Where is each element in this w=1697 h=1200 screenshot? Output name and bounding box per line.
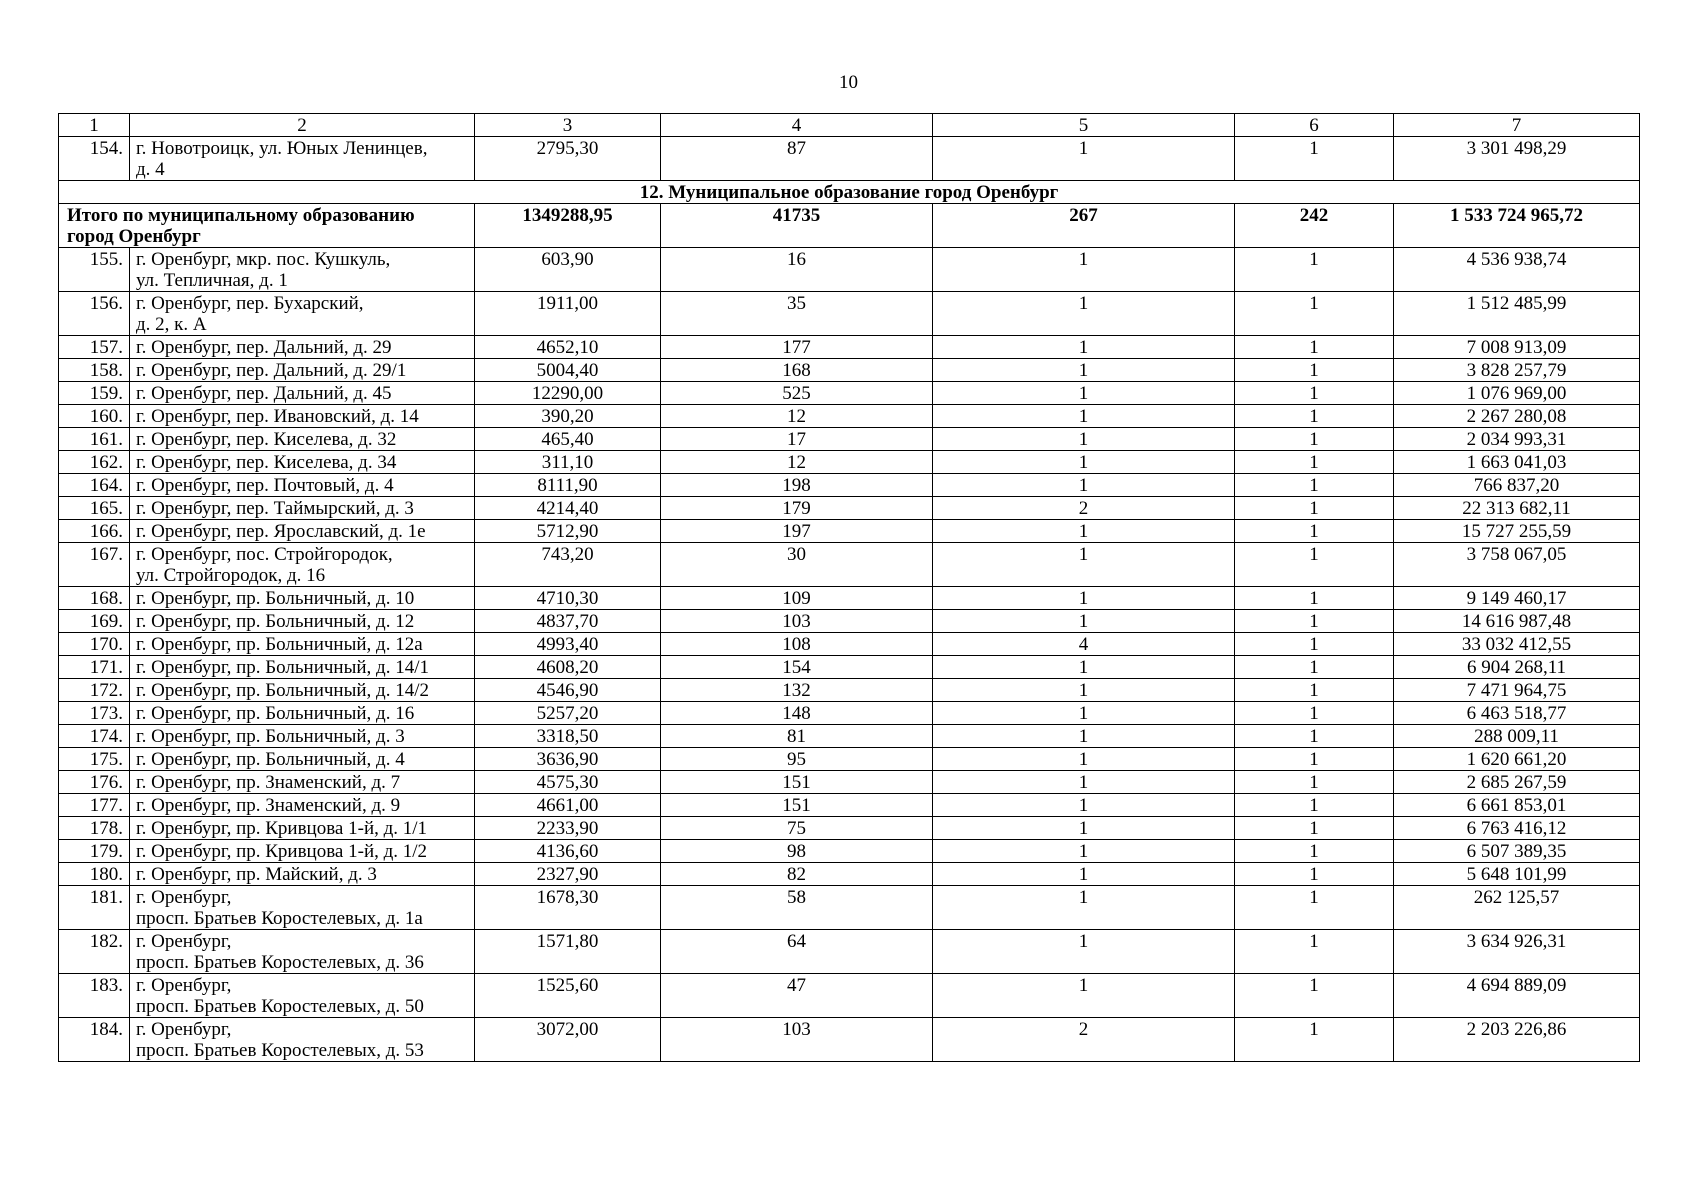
address-line: г. Оренбург,	[136, 1019, 232, 1040]
value-cell: 1	[1235, 679, 1394, 702]
value-cell: 1	[933, 292, 1235, 336]
area-cell: 4136,60	[475, 840, 661, 863]
address-cell	[130, 817, 475, 840]
cost-cell: 9 149 460,17	[1394, 587, 1640, 610]
count-cell: 151	[661, 771, 933, 794]
cost-cell: 1 663 041,03	[1394, 451, 1640, 474]
row-number: 157.	[59, 336, 130, 359]
address-line: г. Новотроицк, ул. Юных Ленинцев,	[136, 138, 428, 159]
table-row	[59, 725, 1640, 748]
value-cell: 1	[933, 656, 1235, 679]
area-cell: 311,10	[475, 451, 661, 474]
address-cell	[130, 1018, 475, 1062]
value-cell: 1	[933, 840, 1235, 863]
row-number: 155.	[59, 248, 130, 292]
address-line: г. Оренбург, пер. Бухарский,	[136, 293, 364, 314]
count-cell: 148	[661, 702, 933, 725]
address-line: д. 4	[136, 159, 165, 180]
address-line: г. Оренбург,	[136, 887, 232, 908]
cost-cell: 1 512 485,99	[1394, 292, 1640, 336]
total-area: 1349288,95	[475, 204, 661, 248]
total-cost: 1 533 724 965,72	[1394, 204, 1640, 248]
value-cell: 1	[1235, 336, 1394, 359]
area-cell: 2327,90	[475, 863, 661, 886]
address-cell	[130, 725, 475, 748]
cost-cell: 6 661 853,01	[1394, 794, 1640, 817]
cost-cell: 4 694 889,09	[1394, 974, 1640, 1018]
total-value: 242	[1235, 204, 1394, 248]
address-cell	[130, 405, 475, 428]
address-cell	[130, 359, 475, 382]
section-row	[59, 181, 1640, 204]
row-number: 177.	[59, 794, 130, 817]
table-row	[59, 1018, 1640, 1062]
address-cell	[130, 679, 475, 702]
count-cell: 64	[661, 930, 933, 974]
value-cell: 1	[933, 451, 1235, 474]
address-line: просп. Братьев Коростелевых, д. 50	[136, 996, 424, 1017]
address-line: г. Оренбург, пер. Киселева, д. 32	[136, 429, 397, 450]
table-row	[59, 656, 1640, 679]
count-cell: 75	[661, 817, 933, 840]
value-cell: 1	[1235, 497, 1394, 520]
value-cell: 1	[1235, 817, 1394, 840]
table-row	[59, 474, 1640, 497]
value-cell: 4	[933, 633, 1235, 656]
table-row	[59, 702, 1640, 725]
cost-cell: 22 313 682,11	[1394, 497, 1640, 520]
cost-cell: 33 032 412,55	[1394, 633, 1640, 656]
area-cell: 4575,30	[475, 771, 661, 794]
cost-cell: 1 620 661,20	[1394, 748, 1640, 771]
table-row	[59, 817, 1640, 840]
table-row	[59, 748, 1640, 771]
count-cell: 47	[661, 974, 933, 1018]
row-number: 159.	[59, 382, 130, 405]
address-line: г. Оренбург, пос. Стройгородок,	[136, 544, 393, 565]
table-row	[59, 520, 1640, 543]
cost-cell: 288 009,11	[1394, 725, 1640, 748]
value-cell: 1	[1235, 405, 1394, 428]
area-cell: 5257,20	[475, 702, 661, 725]
table-row	[59, 382, 1640, 405]
address-cell	[130, 451, 475, 474]
address-cell	[130, 840, 475, 863]
row-number: 161.	[59, 428, 130, 451]
area-cell: 1678,30	[475, 886, 661, 930]
total-label-line: город Оренбург	[67, 226, 201, 247]
count-cell: 103	[661, 1018, 933, 1062]
count-cell: 81	[661, 725, 933, 748]
count-cell: 151	[661, 794, 933, 817]
address-line: г. Оренбург, пр. Больничный, д. 16	[136, 703, 415, 724]
count-cell: 12	[661, 405, 933, 428]
area-cell: 12290,00	[475, 382, 661, 405]
value-cell: 1	[1235, 725, 1394, 748]
value-cell: 1	[933, 679, 1235, 702]
cost-cell: 2 267 280,08	[1394, 405, 1640, 428]
value-cell: 1	[1235, 748, 1394, 771]
address-cell	[130, 771, 475, 794]
value-cell: 2	[933, 1018, 1235, 1062]
value-cell: 1	[1235, 292, 1394, 336]
row-number: 169.	[59, 610, 130, 633]
cost-cell: 3 634 926,31	[1394, 930, 1640, 974]
table-row	[59, 405, 1640, 428]
row-number: 158.	[59, 359, 130, 382]
count-cell: 82	[661, 863, 933, 886]
value-cell: 1	[933, 748, 1235, 771]
cost-cell: 2 685 267,59	[1394, 771, 1640, 794]
address-cell	[130, 543, 475, 587]
column-header: 2	[130, 114, 475, 137]
address-cell	[130, 474, 475, 497]
area-cell: 5004,40	[475, 359, 661, 382]
area-cell: 3072,00	[475, 1018, 661, 1062]
row-number: 180.	[59, 863, 130, 886]
address-line: г. Оренбург,	[136, 931, 232, 952]
cost-cell: 2 203 226,86	[1394, 1018, 1640, 1062]
area-cell: 4710,30	[475, 587, 661, 610]
table-row	[59, 840, 1640, 863]
address-line: г. Оренбург, пер. Киселева, д. 34	[136, 452, 397, 473]
area-cell: 3318,50	[475, 725, 661, 748]
table-row	[59, 451, 1640, 474]
row-number: 173.	[59, 702, 130, 725]
address-line: г. Оренбург, пер. Дальний, д. 45	[136, 383, 392, 404]
value-cell: 1	[933, 543, 1235, 587]
count-cell: 17	[661, 428, 933, 451]
address-line: г. Оренбург, пер. Таймырский, д. 3	[136, 498, 414, 519]
address-cell	[130, 656, 475, 679]
count-cell: 16	[661, 248, 933, 292]
cost-cell: 6 507 389,35	[1394, 840, 1640, 863]
total-label-line: Итого по муниципальному образованию	[67, 205, 415, 226]
address-line: г. Оренбург, пр. Знаменский, д. 9	[136, 795, 401, 816]
cost-cell: 14 616 987,48	[1394, 610, 1640, 633]
count-cell: 132	[661, 679, 933, 702]
area-cell: 3636,90	[475, 748, 661, 771]
table-row	[59, 633, 1640, 656]
area-cell: 743,20	[475, 543, 661, 587]
cost-cell: 7 008 913,09	[1394, 336, 1640, 359]
table-row	[59, 248, 1640, 292]
page-number: 10	[839, 72, 858, 93]
value-cell: 1	[1235, 1018, 1394, 1062]
count-cell: 179	[661, 497, 933, 520]
address-cell	[130, 336, 475, 359]
count-cell: 35	[661, 292, 933, 336]
cost-cell: 1 076 969,00	[1394, 382, 1640, 405]
row-number: 174.	[59, 725, 130, 748]
address-cell	[130, 794, 475, 817]
row-number: 164.	[59, 474, 130, 497]
column-header: 7	[1394, 114, 1640, 137]
area-cell: 465,40	[475, 428, 661, 451]
value-cell: 1	[933, 587, 1235, 610]
area-cell: 1911,00	[475, 292, 661, 336]
count-cell: 98	[661, 840, 933, 863]
count-cell: 30	[661, 543, 933, 587]
total-count: 41735	[661, 204, 933, 248]
value-cell: 1	[933, 930, 1235, 974]
cost-cell: 3 828 257,79	[1394, 359, 1640, 382]
count-cell: 198	[661, 474, 933, 497]
value-cell: 1	[1235, 451, 1394, 474]
count-cell: 154	[661, 656, 933, 679]
address-line: ул. Стройгородок, д. 16	[136, 565, 326, 586]
address-line: г. Оренбург, мкр. пос. Кушкуль,	[136, 249, 391, 270]
row-number: 175.	[59, 748, 130, 771]
table-row	[59, 336, 1640, 359]
address-line: г. Оренбург, пр. Майский, д. 3	[136, 864, 377, 885]
value-cell: 1	[933, 610, 1235, 633]
value-cell: 1	[933, 771, 1235, 794]
housing-table	[58, 113, 1640, 1062]
total-value: 267	[933, 204, 1235, 248]
cost-cell: 5 648 101,99	[1394, 863, 1640, 886]
area-cell: 8111,90	[475, 474, 661, 497]
total-row	[59, 204, 1640, 248]
cost-cell: 262 125,57	[1394, 886, 1640, 930]
cost-cell: 3 758 067,05	[1394, 543, 1640, 587]
address-cell	[130, 248, 475, 292]
value-cell: 1	[1235, 930, 1394, 974]
count-cell: 525	[661, 382, 933, 405]
value-cell: 1	[933, 474, 1235, 497]
count-cell: 103	[661, 610, 933, 633]
value-cell: 1	[933, 725, 1235, 748]
address-line: г. Оренбург, пр. Больничный, д. 10	[136, 588, 415, 609]
table-row	[59, 292, 1640, 336]
count-cell: 197	[661, 520, 933, 543]
address-line: г. Оренбург, пер. Дальний, д. 29/1	[136, 360, 407, 381]
address-line: г. Оренбург, пер. Ярославский, д. 1е	[136, 521, 426, 542]
row-number: 176.	[59, 771, 130, 794]
value-cell: 1	[1235, 863, 1394, 886]
value-cell: 1	[1235, 974, 1394, 1018]
address-cell	[130, 863, 475, 886]
value-cell: 1	[933, 520, 1235, 543]
cost-cell: 6 763 416,12	[1394, 817, 1640, 840]
area-cell: 4652,10	[475, 336, 661, 359]
address-cell	[130, 886, 475, 930]
column-header: 1	[59, 114, 130, 137]
address-line: г. Оренбург, пр. Больничный, д. 12	[136, 611, 415, 632]
cost-cell: 2 034 993,31	[1394, 428, 1640, 451]
value-cell: 1	[1235, 428, 1394, 451]
row-number: 167.	[59, 543, 130, 587]
count-cell: 87	[661, 137, 933, 181]
value-cell: 1	[1235, 610, 1394, 633]
address-cell	[130, 633, 475, 656]
column-number-row	[59, 114, 1640, 137]
value-cell: 1	[1235, 794, 1394, 817]
address-cell	[130, 497, 475, 520]
row-number: 170.	[59, 633, 130, 656]
cost-cell: 766 837,20	[1394, 474, 1640, 497]
value-cell: 1	[933, 817, 1235, 840]
address-line: г. Оренбург, пр. Кривцова 1-й, д. 1/1	[136, 818, 428, 839]
count-cell: 109	[661, 587, 933, 610]
area-cell: 4546,90	[475, 679, 661, 702]
address-line: г. Оренбург, пр. Больничный, д. 12а	[136, 634, 423, 655]
count-cell: 12	[661, 451, 933, 474]
value-cell: 1	[1235, 382, 1394, 405]
cost-cell: 3 301 498,29	[1394, 137, 1640, 181]
table-row	[59, 679, 1640, 702]
table-row	[59, 543, 1640, 587]
table-row	[59, 863, 1640, 886]
cost-cell: 15 727 255,59	[1394, 520, 1640, 543]
value-cell: 1	[933, 405, 1235, 428]
area-cell: 2233,90	[475, 817, 661, 840]
value-cell: 1	[933, 359, 1235, 382]
value-cell: 1	[933, 382, 1235, 405]
cost-cell: 4 536 938,74	[1394, 248, 1640, 292]
area-cell: 390,20	[475, 405, 661, 428]
count-cell: 58	[661, 886, 933, 930]
address-line: просп. Братьев Коростелевых, д. 1а	[136, 908, 423, 929]
section-title: 12. Муниципальное образование город Оренбург	[59, 181, 1640, 204]
area-cell: 2795,30	[475, 137, 661, 181]
value-cell: 1	[1235, 702, 1394, 725]
count-cell: 177	[661, 336, 933, 359]
table-row	[59, 974, 1640, 1018]
cost-cell: 7 471 964,75	[1394, 679, 1640, 702]
row-number: 156.	[59, 292, 130, 336]
table-row	[59, 610, 1640, 633]
area-cell: 4214,40	[475, 497, 661, 520]
row-number: 162.	[59, 451, 130, 474]
address-cell	[130, 974, 475, 1018]
table-row	[59, 428, 1640, 451]
address-cell	[130, 292, 475, 336]
value-cell: 2	[933, 497, 1235, 520]
address-line: г. Оренбург,	[136, 975, 232, 996]
total-label	[59, 204, 475, 248]
address-cell	[130, 137, 475, 181]
row-number: 179.	[59, 840, 130, 863]
area-cell: 603,90	[475, 248, 661, 292]
address-line: г. Оренбург, пр. Кривцова 1-й, д. 1/2	[136, 841, 428, 862]
area-cell: 4608,20	[475, 656, 661, 679]
address-line: д. 2, к. А	[136, 314, 207, 335]
address-cell	[130, 382, 475, 405]
address-cell	[130, 930, 475, 974]
row-number: 154.	[59, 137, 130, 181]
row-number: 184.	[59, 1018, 130, 1062]
value-cell: 1	[1235, 359, 1394, 382]
value-cell: 1	[933, 794, 1235, 817]
address-line: г. Оренбург, пр. Больничный, д. 4	[136, 749, 405, 770]
count-cell: 168	[661, 359, 933, 382]
area-cell: 5712,90	[475, 520, 661, 543]
area-cell: 4993,40	[475, 633, 661, 656]
address-line: г. Оренбург, пр. Больничный, д. 14/2	[136, 680, 429, 701]
column-header: 6	[1235, 114, 1394, 137]
value-cell: 1	[1235, 137, 1394, 181]
table-row	[59, 359, 1640, 382]
table-row	[59, 886, 1640, 930]
table-row	[59, 794, 1640, 817]
address-line: просп. Братьев Коростелевых, д. 36	[136, 952, 424, 973]
count-cell: 95	[661, 748, 933, 771]
value-cell: 1	[1235, 656, 1394, 679]
area-cell: 1571,80	[475, 930, 661, 974]
address-line: ул. Тепличная, д. 1	[136, 270, 288, 291]
value-cell: 1	[933, 137, 1235, 181]
value-cell: 1	[1235, 840, 1394, 863]
column-header: 5	[933, 114, 1235, 137]
row-number: 172.	[59, 679, 130, 702]
value-cell: 1	[933, 886, 1235, 930]
row-number: 166.	[59, 520, 130, 543]
address-line: г. Оренбург, пер. Почтовый, д. 4	[136, 475, 394, 496]
row-number: 168.	[59, 587, 130, 610]
value-cell: 1	[1235, 543, 1394, 587]
address-line: г. Оренбург, пр. Знаменский, д. 7	[136, 772, 401, 793]
row-number: 183.	[59, 974, 130, 1018]
value-cell: 1	[933, 336, 1235, 359]
value-cell: 1	[933, 702, 1235, 725]
table-row	[59, 137, 1640, 181]
row-number: 165.	[59, 497, 130, 520]
address-line: просп. Братьев Коростелевых, д. 53	[136, 1040, 424, 1061]
column-header: 3	[475, 114, 661, 137]
address-cell	[130, 702, 475, 725]
column-header: 4	[661, 114, 933, 137]
table-row	[59, 930, 1640, 974]
row-number: 178.	[59, 817, 130, 840]
area-cell: 4837,70	[475, 610, 661, 633]
row-number: 181.	[59, 886, 130, 930]
address-cell	[130, 610, 475, 633]
address-cell	[130, 748, 475, 771]
address-cell	[130, 587, 475, 610]
value-cell: 1	[933, 428, 1235, 451]
row-number: 171.	[59, 656, 130, 679]
address-line: г. Оренбург, пр. Больничный, д. 3	[136, 726, 405, 747]
address-line: г. Оренбург, пр. Больничный, д. 14/1	[136, 657, 429, 678]
value-cell: 1	[933, 248, 1235, 292]
cost-cell: 6 904 268,11	[1394, 656, 1640, 679]
value-cell: 1	[1235, 587, 1394, 610]
address-cell	[130, 428, 475, 451]
table-row	[59, 497, 1640, 520]
cost-cell: 6 463 518,77	[1394, 702, 1640, 725]
address-cell	[130, 520, 475, 543]
value-cell: 1	[1235, 886, 1394, 930]
value-cell: 1	[1235, 474, 1394, 497]
value-cell: 1	[1235, 520, 1394, 543]
table-row	[59, 771, 1640, 794]
area-cell: 1525,60	[475, 974, 661, 1018]
address-line: г. Оренбург, пер. Ивановский, д. 14	[136, 406, 419, 427]
table-row	[59, 587, 1640, 610]
address-line: г. Оренбург, пер. Дальний, д. 29	[136, 337, 392, 358]
count-cell: 108	[661, 633, 933, 656]
row-number: 160.	[59, 405, 130, 428]
value-cell: 1	[933, 974, 1235, 1018]
area-cell: 4661,00	[475, 794, 661, 817]
row-number: 182.	[59, 930, 130, 974]
value-cell: 1	[1235, 248, 1394, 292]
value-cell: 1	[933, 863, 1235, 886]
value-cell: 1	[1235, 771, 1394, 794]
value-cell: 1	[1235, 633, 1394, 656]
